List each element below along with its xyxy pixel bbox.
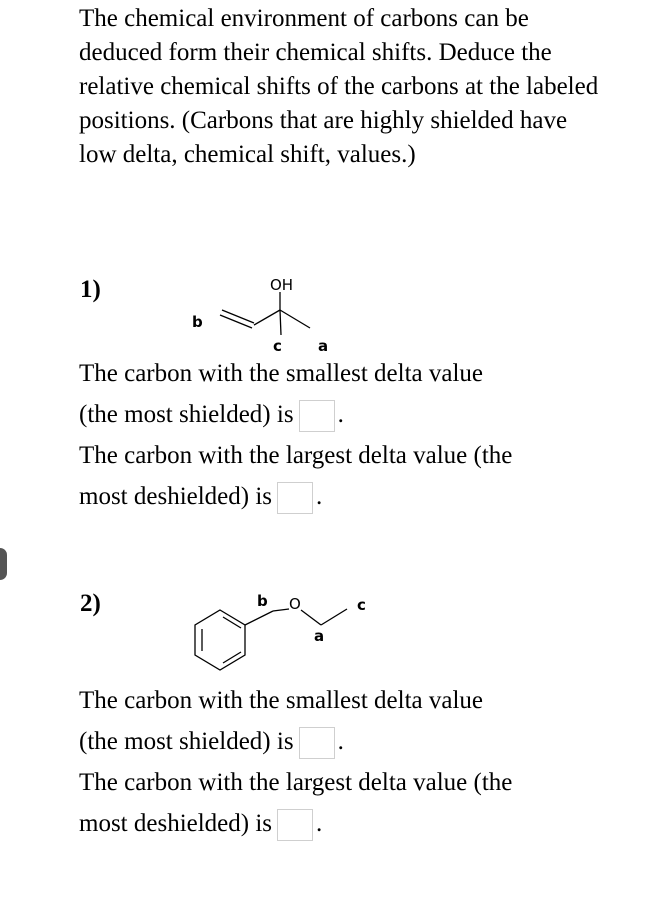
q1-smallest-line-2: [79, 394, 639, 435]
label-a: a: [314, 627, 325, 645]
bond-ch2-to-ch3: [321, 609, 347, 625]
bond-o-to-ch2: [301, 610, 321, 625]
ring-double-bond-2: [223, 617, 241, 628]
q1-largest-line-1: The carbon with the largest delta value (the: [79, 442, 513, 469]
q2-largest-text: most deshielded) is: [79, 810, 273, 837]
bond-to-methyl-c: [280, 310, 281, 335]
double-bond-line-1: [220, 315, 252, 328]
intro-paragraph: The chemical environment of carbons can be deduced form their chemical shifts. Deduce the relative chemical shifts of the carbons at the labeled positions. (Carbons that are highly shielded have low delta, chemical shift, values.): [79, 5, 599, 168]
bond-to-carbinol: [254, 310, 280, 325]
q1-smallest-answer-box[interactable]: [299, 400, 335, 432]
question-1-answers: [79, 353, 639, 517]
q2-smallest-text: (the most shielded) is: [79, 728, 294, 755]
q2-smallest-period: .: [337, 728, 344, 755]
label-a: a: [318, 337, 329, 355]
oh-label: OH: [270, 276, 294, 294]
q2-smallest-answer-box[interactable]: [299, 727, 335, 759]
bond-to-methyl-a: [280, 310, 310, 328]
o-label: O: [289, 595, 301, 613]
label-c: c: [273, 337, 282, 355]
q2-largest-line-2: [79, 803, 639, 844]
q1-largest-text: most deshielded) is: [79, 483, 273, 510]
ring-double-bond-3: [223, 652, 241, 663]
label-c: c: [357, 596, 366, 614]
label-b: b: [192, 313, 203, 331]
bond-ch2-to-o: [273, 609, 289, 611]
question-2-number: 2): [80, 590, 101, 617]
q2-smallest-line-1: The carbon with the smallest delta value: [79, 687, 484, 714]
double-bond-line-2: [222, 310, 254, 323]
side-scroll-handle: [0, 548, 7, 580]
q2-largest-period: .: [316, 810, 323, 837]
q1-smallest-line-1: The carbon with the smallest delta value: [79, 360, 484, 387]
q2-smallest-line-2: [79, 721, 639, 762]
q1-smallest-period: .: [337, 401, 344, 428]
question-1-number: 1): [80, 276, 101, 303]
bond-ring-to-ch2: [245, 611, 273, 625]
q1-largest-period: .: [316, 483, 323, 510]
q1-largest-line-2: [79, 476, 639, 517]
question-1-structure: [180, 270, 360, 360]
q2-largest-line-1: The carbon with the largest delta value (the: [79, 769, 513, 796]
label-b: b: [257, 592, 268, 610]
question-2-structure: [185, 583, 395, 683]
q1-smallest-text: (the most shielded) is: [79, 401, 294, 428]
q2-largest-answer-box[interactable]: [277, 809, 313, 841]
q1-largest-answer-box[interactable]: [277, 482, 313, 514]
question-2-answers: [79, 680, 639, 844]
